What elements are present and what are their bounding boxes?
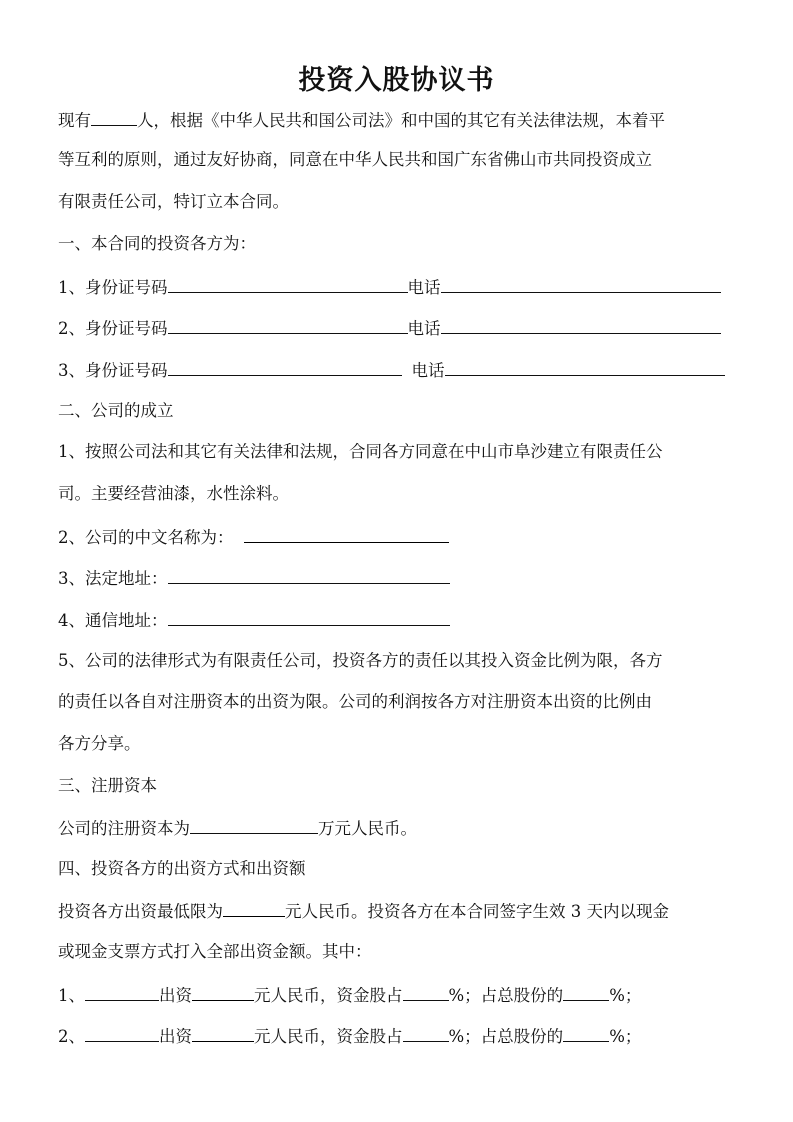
- registered-capital-row: [58, 816, 748, 840]
- registered-capital-label: 公司的注册资本为: [58, 819, 190, 838]
- phone-label: 电话: [411, 361, 445, 380]
- total-share-label: %；占总股份的: [448, 986, 564, 1005]
- company-name-row: [58, 525, 748, 549]
- total-share-unit: %；: [609, 1027, 642, 1046]
- contribution-amount-field[interactable]: [192, 983, 254, 1001]
- section-4-line-2: 或现金支票方式打入全部出资金额。其中：: [58, 942, 372, 961]
- phone-field[interactable]: [441, 316, 721, 334]
- investor-name-field[interactable]: [85, 983, 159, 1001]
- section-2-item-5-line-3: 各方分享。: [58, 734, 141, 753]
- legal-address-row: [58, 566, 748, 590]
- document-title: 投资入股协议书: [298, 65, 495, 96]
- min-investment-text: 元人民币。投资各方在本合同签字生效 3 天内以现金: [285, 902, 669, 921]
- company-name-label: 2、公司的中文名称为：: [58, 528, 234, 547]
- section-2-item-5-line-1: 5、公司的法律形式为有限责任公司，投资各方的责任以其投入资金比例为限，各方: [58, 651, 663, 670]
- id-number-label: 身份证号码: [85, 278, 168, 297]
- min-investment-field[interactable]: [223, 899, 285, 917]
- company-name-field[interactable]: [244, 525, 449, 543]
- section-2-item-1-line-1: 1、按照公司法和其它有关法律和法规，合同各方同意在中山市阜沙建立有限责任公: [58, 442, 663, 461]
- intro-text-a: 现有: [58, 111, 91, 130]
- total-share-unit: %；: [609, 986, 642, 1005]
- id-number-label: 身份证号码: [85, 361, 168, 380]
- intro-line-2: 等互利的原则，通过友好协商，同意在中华人民共和国广东省佛山市共同投资成立: [58, 150, 652, 169]
- section-4-heading: 四、投资各方的出资方式和出资额: [58, 859, 306, 878]
- section-1-heading: 一、本合同的投资各方为：: [58, 234, 256, 253]
- intro-text-b: 人，根据《中华人民共和国公司法》和中国的其它有关法律法规，本着平: [137, 111, 665, 130]
- total-share-field[interactable]: [563, 1024, 609, 1042]
- contribution-label: 出资: [159, 986, 192, 1005]
- contribution-amount-field[interactable]: [192, 1024, 254, 1042]
- capital-share-label: 元人民币，资金股占: [254, 1027, 403, 1046]
- id-number-label: 身份证号码: [85, 319, 168, 338]
- phone-field[interactable]: [441, 275, 721, 293]
- party-index: 2、: [58, 319, 85, 338]
- mailing-address-row: [58, 608, 748, 632]
- total-share-field[interactable]: [563, 983, 609, 1001]
- total-share-label: %；占总股份的: [448, 1027, 564, 1046]
- contribution-index: 1、: [58, 986, 85, 1005]
- mailing-address-field[interactable]: [168, 608, 450, 626]
- intro-line-1: [58, 108, 748, 132]
- contribution-label: 出资: [159, 1027, 192, 1046]
- section-2-item-5-line-2: 的责任以各自对注册资本的出资为限。公司的利润按各方对注册资本出资的比例由: [58, 692, 652, 711]
- min-investment-label: 投资各方出资最低限为: [58, 902, 223, 921]
- party-row-1: [58, 275, 748, 299]
- registered-capital-unit: 万元人民币。: [318, 819, 417, 838]
- party-row-2: [58, 316, 748, 340]
- phone-label: 电话: [407, 319, 441, 338]
- phone-label: 电话: [407, 278, 441, 297]
- contribution-row-1: [58, 983, 748, 1007]
- party-index: 1、: [58, 278, 85, 297]
- contribution-row-2: [58, 1024, 748, 1048]
- registered-capital-field[interactable]: [190, 816, 318, 834]
- mailing-address-label: 4、通信地址：: [58, 611, 168, 630]
- legal-address-field[interactable]: [168, 566, 450, 584]
- capital-share-field[interactable]: [403, 1024, 449, 1042]
- min-investment-row: [58, 899, 748, 923]
- phone-field[interactable]: [445, 358, 725, 376]
- contribution-index: 2、: [58, 1027, 85, 1046]
- section-3-heading: 三、注册资本: [58, 776, 157, 795]
- section-2-heading: 二、公司的成立: [58, 401, 174, 420]
- investor-name-field[interactable]: [85, 1024, 159, 1042]
- capital-share-label: 元人民币，资金股占: [254, 986, 403, 1005]
- capital-share-field[interactable]: [403, 983, 449, 1001]
- party-index: 3、: [58, 361, 85, 380]
- id-number-field[interactable]: [168, 275, 408, 293]
- intro-line-3: 有限责任公司，特订立本合同。: [58, 192, 289, 211]
- id-number-field[interactable]: [168, 316, 408, 334]
- section-2-item-1-line-2: 司。主要经营油漆，水性涂料。: [58, 484, 289, 503]
- id-number-field[interactable]: [168, 358, 402, 376]
- party-count-blank[interactable]: [91, 108, 137, 126]
- party-row-3: [58, 358, 748, 382]
- legal-address-label: 3、法定地址：: [58, 569, 168, 588]
